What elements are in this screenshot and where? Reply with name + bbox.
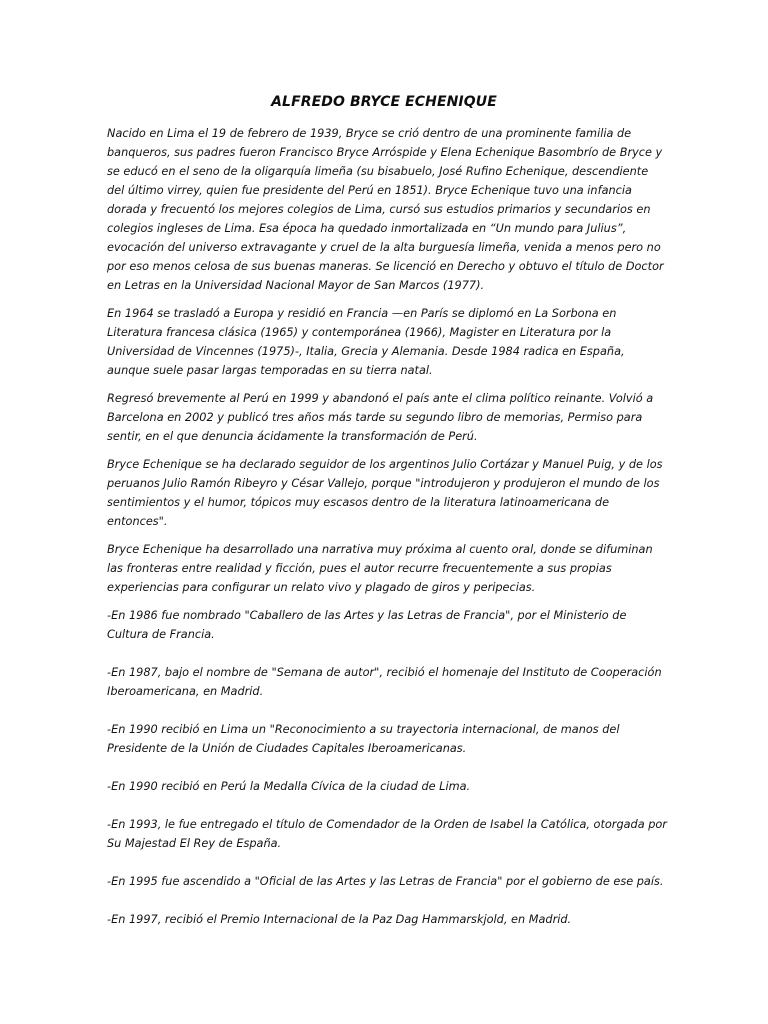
paragraph-biography: Nacido en Lima el 19 de febrero de 1939, Bryce se crió dentro de una prominente familia de banqueros, sus padres fueron Francisco Bryce Arróspide y Elena Echenique Basombrío de Bryce y se educó en el seno de la oligarquía limeña (su bisabuelo, José Rufino Echenique, descendiente del último virrey, quien fue presidente del Perú en 1851). Bryce Echenique tuvo una infancia dorada y frecuentó los mejores colegios de Lima, cursó sus estudios primarios y secundarios en colegios ingleses de Lima. Esa época ha quedado inmortalizada en “Un mundo para Julius”, evocación del universo extravagante y cruel de la alta burguesía limeña, venida a menos pero no por eso menos celosa de sus buenas maneras. Se licenció en Derecho y obtuvo el título de Doctor en Letras en la Universidad Nacional Mayor de San Marcos (1977). (107, 127, 664, 292)
award-item-1993: -En 1993, le fue entregado el título de Comendador de la Orden de Isabel la Católica, otorgada por Su Majestad El Rey de España. (107, 818, 667, 850)
page-title: ALFREDO BRYCE ECHENIQUE (271, 94, 497, 110)
award-item-1997: -En 1997, recibió el Premio Internacional de la Paz Dag Hammarskjold, en Madrid. (107, 913, 572, 926)
award-item-1990-recognition: -En 1990 recibió en Lima un "Reconocimiento a su trayectoria internacional, de manos del Presidente de la Unión de Ciudades Capitales Iberoamericanas. (107, 723, 620, 755)
award-item-1986: -En 1986 fue nombrado "Caballero de las Artes y las Letras de Francia", por el Ministerio de Cultura de Francia. (107, 609, 627, 641)
paragraph-europe: En 1964 se trasladó a Europa y residió en Francia —en París se diplomó en La Sorbona en Literatura francesa clásica (1965) y contemporánea (1966), Magister en Literatura por la Universidad de Vincennes (1975)-, Italia, Grecia y Alemania. Desde 1984 radica en España, aunque suele pasar largas temporadas en su tierra natal. (107, 307, 625, 377)
paragraph-narrative: Bryce Echenique ha desarrollado una narrativa muy próxima al cuento oral, donde se difuminan las fronteras entre realidad y ficción, pues el autor recurre frecuentemente a sus propias experiencias para configurar un relato vivo y plagado de giros y peripecias. (107, 543, 653, 594)
award-item-1990-medal: -En 1990 recibió en Perú la Medalla Cívica de la ciudad de Lima. (107, 780, 471, 793)
paragraph-return: Regresó brevemente al Perú en 1999 y abandonó el país ante el clima político reinante. Volvió a Barcelona en 2002 y publicó tres años más tarde su segundo libro de memorias, Permiso para sentir, en el que denuncia ácidamente la transformación de Perú. (107, 392, 654, 443)
award-item-1987: -En 1987, bajo el nombre de "Semana de autor", recibió el homenaje del Instituto de Cooperación Iberoamericana, en Madrid. (107, 666, 662, 698)
paragraph-influences: Bryce Echenique se ha declarado seguidor de los argentinos Julio Cortázar y Manuel Puig, y de los peruanos Julio Ramón Ribeyro y César Vallejo, porque "introdujeron y produjeron el mundo de los sentimientos y el humor, tópicos muy escasos dentro de la literatura latinoamericana de entonces". (107, 458, 663, 528)
award-item-1995: -En 1995 fue ascendido a "Oficial de las Artes y las Letras de Francia" por el gobierno de ese país. (107, 875, 664, 888)
document-body (107, 124, 667, 948)
